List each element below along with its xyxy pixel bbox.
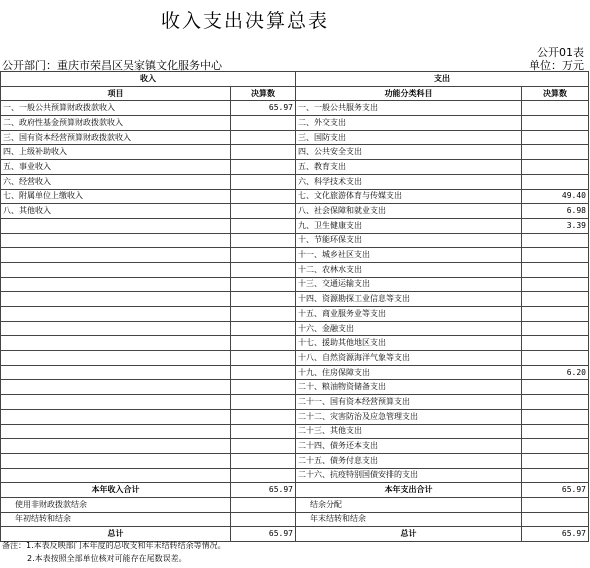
empty-cell bbox=[1, 453, 231, 468]
income-item-value bbox=[231, 204, 296, 219]
expense-item-label: 二十六、抗疫特别国债安排的支出 bbox=[296, 468, 522, 483]
total-row-expense-label: 本年支出合计 bbox=[296, 483, 522, 498]
table-row bbox=[1, 321, 589, 336]
balance-row-expense-label: 年末结转和结余 bbox=[296, 512, 522, 527]
non-fiscal-row-expense-value bbox=[522, 497, 589, 512]
empty-cell bbox=[1, 233, 231, 248]
grand-total-row-expense-value: 65.97 bbox=[522, 527, 589, 542]
empty-cell bbox=[231, 351, 296, 366]
table-row bbox=[1, 101, 589, 116]
expense-header: 支出 bbox=[296, 72, 589, 87]
empty-cell bbox=[231, 218, 296, 233]
empty-cell bbox=[1, 351, 231, 366]
income-item-value bbox=[231, 160, 296, 175]
table-row bbox=[1, 204, 589, 219]
expense-item-value bbox=[522, 145, 589, 160]
expense-item-label: 二十二、灾害防治及应急管理支出 bbox=[296, 409, 522, 424]
income-item-label: 七、附属单位上缴收入 bbox=[1, 189, 231, 204]
total-row bbox=[1, 483, 589, 498]
empty-cell bbox=[231, 439, 296, 454]
expense-item-label: 一、一般公共服务支出 bbox=[296, 101, 522, 116]
non-fiscal-row-income-value bbox=[231, 497, 296, 512]
expense-item-value bbox=[522, 307, 589, 322]
empty-cell bbox=[231, 409, 296, 424]
income-item-value bbox=[231, 174, 296, 189]
note-1: 备注：1.本表反映部门本年度的总收支和年末结转结余等情况。 bbox=[2, 541, 226, 550]
expense-item-label: 十九、住房保障支出 bbox=[296, 365, 522, 380]
income-item-value bbox=[231, 130, 296, 145]
header-row-top bbox=[1, 72, 589, 87]
func-item-header: 功能分类科目 bbox=[296, 86, 522, 101]
expense-item-label: 二、外交支出 bbox=[296, 116, 522, 131]
empty-cell bbox=[1, 277, 231, 292]
table-row bbox=[1, 189, 589, 204]
expense-item-value bbox=[522, 336, 589, 351]
table-row bbox=[1, 277, 589, 292]
expense-item-value: 3.39 bbox=[522, 218, 589, 233]
income-item-label: 三、国有资本经营预算财政拨款收入 bbox=[1, 130, 231, 145]
table-row bbox=[1, 351, 589, 366]
table-row bbox=[1, 336, 589, 351]
unit-label: 单位：万元 bbox=[529, 59, 584, 72]
expense-item-value bbox=[522, 101, 589, 116]
expense-item-label: 八、社会保障和就业支出 bbox=[296, 204, 522, 219]
empty-cell bbox=[1, 292, 231, 307]
grand-total-row-income-label: 总计 bbox=[1, 527, 231, 542]
empty-cell bbox=[231, 262, 296, 277]
empty-cell bbox=[231, 424, 296, 439]
expense-item-value bbox=[522, 174, 589, 189]
income-item-label: 六、经营收入 bbox=[1, 174, 231, 189]
expense-item-value bbox=[522, 380, 589, 395]
amount-header-income: 决算数 bbox=[231, 86, 296, 101]
empty-cell bbox=[1, 424, 231, 439]
grand-total-row-income-value: 65.97 bbox=[231, 527, 296, 542]
table-row bbox=[1, 174, 589, 189]
empty-cell bbox=[1, 439, 231, 454]
expense-item-value bbox=[522, 292, 589, 307]
expense-item-label: 二十、粮油物资储备支出 bbox=[296, 380, 522, 395]
empty-cell bbox=[1, 307, 231, 322]
balance-row-income-value bbox=[231, 512, 296, 527]
table-row bbox=[1, 395, 589, 410]
table-row bbox=[1, 262, 589, 277]
table-row bbox=[1, 409, 589, 424]
expense-item-label: 十、节能环保支出 bbox=[296, 233, 522, 248]
empty-cell bbox=[1, 321, 231, 336]
expense-item-label: 六、科学技术支出 bbox=[296, 174, 522, 189]
expense-item-label: 十五、商业服务业等支出 bbox=[296, 307, 522, 322]
empty-cell bbox=[1, 336, 231, 351]
expense-item-value: 6.98 bbox=[522, 204, 589, 219]
expense-item-value bbox=[522, 248, 589, 263]
header-row-sub bbox=[1, 86, 589, 101]
income-item-label: 二、政府性基金预算财政拨款收入 bbox=[1, 116, 231, 131]
expense-item-value bbox=[522, 262, 589, 277]
page-title: 收入支出决算总表 bbox=[160, 10, 329, 32]
expense-item-label: 十七、援助其他地区支出 bbox=[296, 336, 522, 351]
expense-item-value: 6.20 bbox=[522, 365, 589, 380]
total-row-income-label: 本年收入合计 bbox=[1, 483, 231, 498]
expense-item-label: 十三、交通运输支出 bbox=[296, 277, 522, 292]
expense-item-value bbox=[522, 130, 589, 145]
empty-cell bbox=[1, 248, 231, 263]
empty-cell bbox=[1, 365, 231, 380]
table-row bbox=[1, 468, 589, 483]
table-row bbox=[1, 233, 589, 248]
expense-item-label: 十四、资源勘探工业信息等支出 bbox=[296, 292, 522, 307]
empty-cell bbox=[1, 380, 231, 395]
expense-item-label: 十八、自然资源海洋气象等支出 bbox=[296, 351, 522, 366]
empty-cell bbox=[231, 292, 296, 307]
expense-item-label: 二十五、债务付息支出 bbox=[296, 453, 522, 468]
income-item-value: 65.97 bbox=[231, 101, 296, 116]
empty-cell bbox=[231, 307, 296, 322]
expense-item-value bbox=[522, 233, 589, 248]
expense-item-value bbox=[522, 277, 589, 292]
empty-cell bbox=[231, 395, 296, 410]
table-row bbox=[1, 424, 589, 439]
expense-item-label: 七、文化旅游体育与传媒支出 bbox=[296, 189, 522, 204]
department-label: 公开部门：重庆市荣昌区吴家镇文化服务中心 bbox=[2, 59, 222, 72]
table-row bbox=[1, 292, 589, 307]
empty-cell bbox=[231, 380, 296, 395]
expense-item-label: 四、公共安全支出 bbox=[296, 145, 522, 160]
income-item-label: 一、一般公共预算财政拨款收入 bbox=[1, 101, 231, 116]
empty-cell bbox=[1, 409, 231, 424]
amount-header-expense: 决算数 bbox=[522, 86, 589, 101]
empty-cell bbox=[231, 248, 296, 263]
notes bbox=[2, 539, 226, 565]
empty-cell bbox=[231, 233, 296, 248]
total-row-expense-value: 65.97 bbox=[522, 483, 589, 498]
empty-cell bbox=[231, 277, 296, 292]
total-row-income-value: 65.97 bbox=[231, 483, 296, 498]
empty-cell bbox=[231, 365, 296, 380]
empty-cell bbox=[1, 218, 231, 233]
table-row bbox=[1, 453, 589, 468]
form-code: 公开01表 bbox=[537, 46, 584, 59]
balance-row-income-label: 年初结转和结余 bbox=[1, 512, 231, 527]
expense-item-value bbox=[522, 439, 589, 454]
expense-item-label: 九、卫生健康支出 bbox=[296, 218, 522, 233]
expense-item-label: 五、教育支出 bbox=[296, 160, 522, 175]
empty-cell bbox=[231, 321, 296, 336]
grand-total-row-expense-label: 总计 bbox=[296, 527, 522, 542]
note-2: 2.本表按照全部单位核对可能存在尾数误差。 bbox=[27, 554, 187, 563]
table-row bbox=[1, 160, 589, 175]
table-row bbox=[1, 380, 589, 395]
expense-item-label: 二十一、国有资本经营预算支出 bbox=[296, 395, 522, 410]
income-item-label: 四、上级补助收入 bbox=[1, 145, 231, 160]
expense-item-label: 十二、农林水支出 bbox=[296, 262, 522, 277]
table-row bbox=[1, 116, 589, 131]
expense-item-value bbox=[522, 116, 589, 131]
expense-item-value bbox=[522, 351, 589, 366]
empty-cell bbox=[231, 453, 296, 468]
income-item-value bbox=[231, 116, 296, 131]
expense-item-label: 十一、城乡社区支出 bbox=[296, 248, 522, 263]
expense-item-value bbox=[522, 395, 589, 410]
expense-item-value bbox=[522, 453, 589, 468]
expense-item-value bbox=[522, 160, 589, 175]
empty-cell bbox=[231, 468, 296, 483]
table-row bbox=[1, 248, 589, 263]
expense-item-label: 二十三、其他支出 bbox=[296, 424, 522, 439]
income-item-label: 八、其他收入 bbox=[1, 204, 231, 219]
expense-item-value bbox=[522, 468, 589, 483]
table-row bbox=[1, 145, 589, 160]
expense-item-value: 49.40 bbox=[522, 189, 589, 204]
item-header: 项目 bbox=[1, 86, 231, 101]
income-item-value bbox=[231, 189, 296, 204]
non-fiscal-row-expense-label: 结余分配 bbox=[296, 497, 522, 512]
expense-item-value bbox=[522, 409, 589, 424]
table-row bbox=[1, 439, 589, 454]
empty-cell bbox=[1, 468, 231, 483]
empty-cell bbox=[1, 395, 231, 410]
balance-row-expense-value bbox=[522, 512, 589, 527]
table-row bbox=[1, 307, 589, 322]
table-row bbox=[1, 130, 589, 145]
income-header: 收入 bbox=[1, 72, 296, 87]
non-fiscal-row bbox=[1, 497, 589, 512]
empty-cell bbox=[1, 262, 231, 277]
table-row bbox=[1, 365, 589, 380]
empty-cell bbox=[231, 336, 296, 351]
balance-row bbox=[1, 512, 589, 527]
table-row bbox=[1, 218, 589, 233]
expense-item-label: 十六、金融支出 bbox=[296, 321, 522, 336]
non-fiscal-row-income-label: 使用非财政拨款结余 bbox=[1, 497, 231, 512]
income-item-value bbox=[231, 145, 296, 160]
expense-item-value bbox=[522, 424, 589, 439]
income-item-label: 五、事业收入 bbox=[1, 160, 231, 175]
budget-table bbox=[0, 71, 589, 542]
expense-item-label: 二十四、债务还本支出 bbox=[296, 439, 522, 454]
expense-item-value bbox=[522, 321, 589, 336]
expense-item-label: 三、国防支出 bbox=[296, 130, 522, 145]
